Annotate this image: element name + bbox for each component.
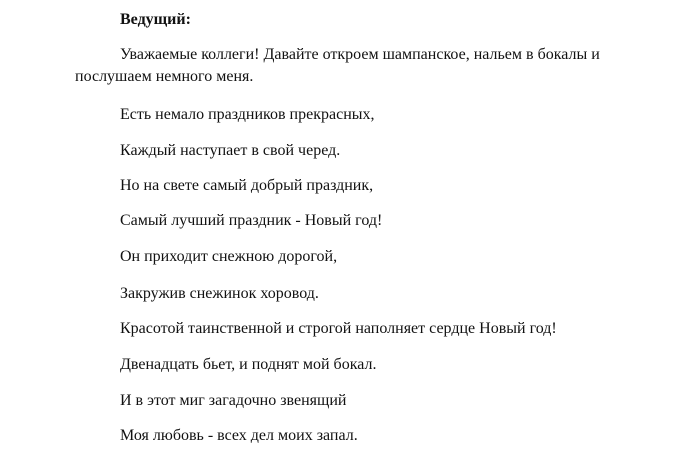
verse-line: Красотой таинственной и строгой наполняет сердце Новый год! [120, 320, 557, 337]
verse-line: И в этот миг загадочно звенящий [120, 392, 347, 409]
speaker-heading: Ведущий: [120, 11, 191, 28]
verse-line: Закружив снежинок хоровод. [120, 285, 319, 302]
verse-line: Самый лучший праздник - Новый год! [120, 212, 383, 229]
verse-line: Но на свете самый добрый праздник, [120, 177, 374, 194]
verse-line: Каждый наступает в свой черед. [120, 142, 341, 159]
verse-line: Он приходит снежною дорогой, [120, 248, 338, 265]
intro-paragraph: Уважаемые коллеги! Давайте откроем шампанское, нальем в бокалы и послушаем немного меня. [75, 46, 600, 85]
verse-line: Моя любовь - всех дел моих запал. [120, 427, 358, 444]
verse-line: Двенадцать бьет, и поднят мой бокал. [120, 356, 377, 373]
verse-line: Есть немало праздников прекрасных, [120, 106, 375, 123]
